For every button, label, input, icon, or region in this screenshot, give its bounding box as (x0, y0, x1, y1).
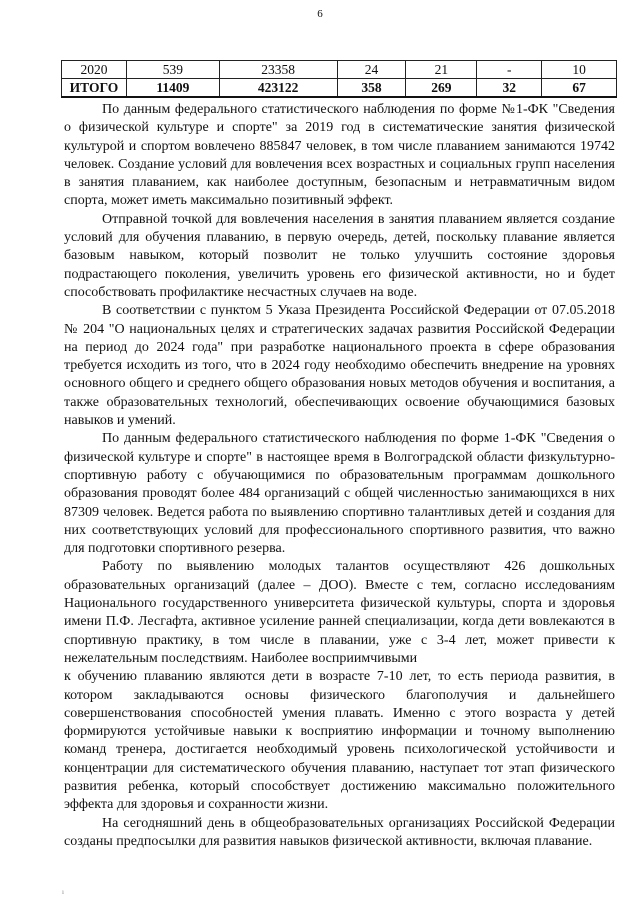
table-cell: 32 (477, 79, 542, 98)
table-cell: 10 (542, 61, 617, 79)
body-text (64, 101, 615, 851)
margin-mark: ı (62, 888, 64, 896)
paragraph: Отправной точкой для вовлечения населения в занятия плаванием является создание условий для обучения плаванию, в первую очередь, детей, поскольку плавание является базовым навыком, который позволит не только улучшить состояние здоровья подрастающего поколения, увеличить уровень его физической активности, но и будет способствовать профилактике несчастных случаев на воде. (64, 211, 615, 300)
table-cell: 2020 (62, 61, 127, 79)
page-number: 6 (317, 8, 323, 20)
table-cell: 358 (337, 79, 406, 98)
table-total-row (62, 79, 617, 98)
table-cell: 23358 (219, 61, 337, 79)
table-cell: 24 (337, 61, 406, 79)
table-cell: 11409 (126, 79, 219, 98)
table-cell: 67 (542, 79, 617, 98)
paragraph: По данным федерального статистического наблюдения по форме №1-ФК "Сведения о физической культуре и спорте" за 2019 год в систематические занятия физической культурой и спортом вовлечено 885847 человек, в том числе плаванием занимаются 19742 человек. Создание условий для вовлечения всех возрастных и социальных групп населения в занятия плаванием, как наиболее доступным, безопасным и нетравматичным видом спорта, может иметь максимально позитивный эффект. (64, 102, 615, 209)
table-cell: 21 (406, 61, 477, 79)
table-cell: 539 (126, 61, 219, 79)
table-row (62, 61, 617, 79)
table-cell: 423122 (219, 79, 337, 98)
paragraph-continuation: к обучению плаванию являются дети в возрасте 7-10 лет, то есть периода развития, в котором закладываются основы физического благополучия и дальнейшего совершенствования способностей умения плавать. Именно с этого возраста у детей формируются устойчивые навыки к восприятию информации и точному выполнению команд тренера, достигается необходимый уровень психологической устойчивости и концентрации для систематического обучения плаванию, наступает тот этап физического развития ребенка, который способствует достижению максимально положительного эффекта для здоровья и сохранности жизни. (64, 669, 615, 813)
table-cell: 269 (406, 79, 477, 98)
table-cell: ИТОГО (62, 79, 127, 98)
paragraph: В соответствии с пунктом 5 Указа Президента Российской Федерации от 07.05.2018 № 204 "О национальных целях и стратегических задачах развития Российской Федерации на период до 2024 года" при разработке национального проекта в сфере образования требуется исходить из того, что в 2024 году необходимо обеспечить внедрение на уровнях основного общего и среднего общего образования новых методов обучения и воспитания, а также образовательных технологий, обеспечивающих освоение обучающимися базовых навыков и умений. (64, 303, 615, 429)
paragraph: На сегодняшний день в общеобразовательных организациях Российской Федерации созданы предпосылки для развития навыков физической активности, включая плавание. (64, 815, 615, 849)
paragraph: По данным федерального статистического наблюдения по форме 1-ФК "Сведения о физической культуре и спорте" в настоящее время в Волгоградской области физкультурно-спортивную работу с обучающимися по образовательным программам дошкольного образования проводят более 484 организаций с общей численностью занимающихся в них 87309 человек. Ведется работа по выявлению спортивно талантливых детей и создания для них соответствующих условий для профессионального спортивного развития, что важно для подготовки спортивного резерва. (64, 431, 615, 557)
table-cell: - (477, 61, 542, 79)
statistics-table (61, 60, 617, 98)
paragraph: Работу по выявлению молодых талантов осуществляют 426 дошкольных образовательных организаций (далее – ДОО). Вместе с тем, согласно исследованиям Национального государственного университета физической культуры, спорта и здоровья имени П.Ф. Лесгафта, активное усиление ранней специализации, когда дети вовлекаются в спортивную практику, в том числе в плавании, уже с 3-4 лет, может привести к нежелательным последствиям. Наиболее восприимчивыми (64, 559, 615, 666)
